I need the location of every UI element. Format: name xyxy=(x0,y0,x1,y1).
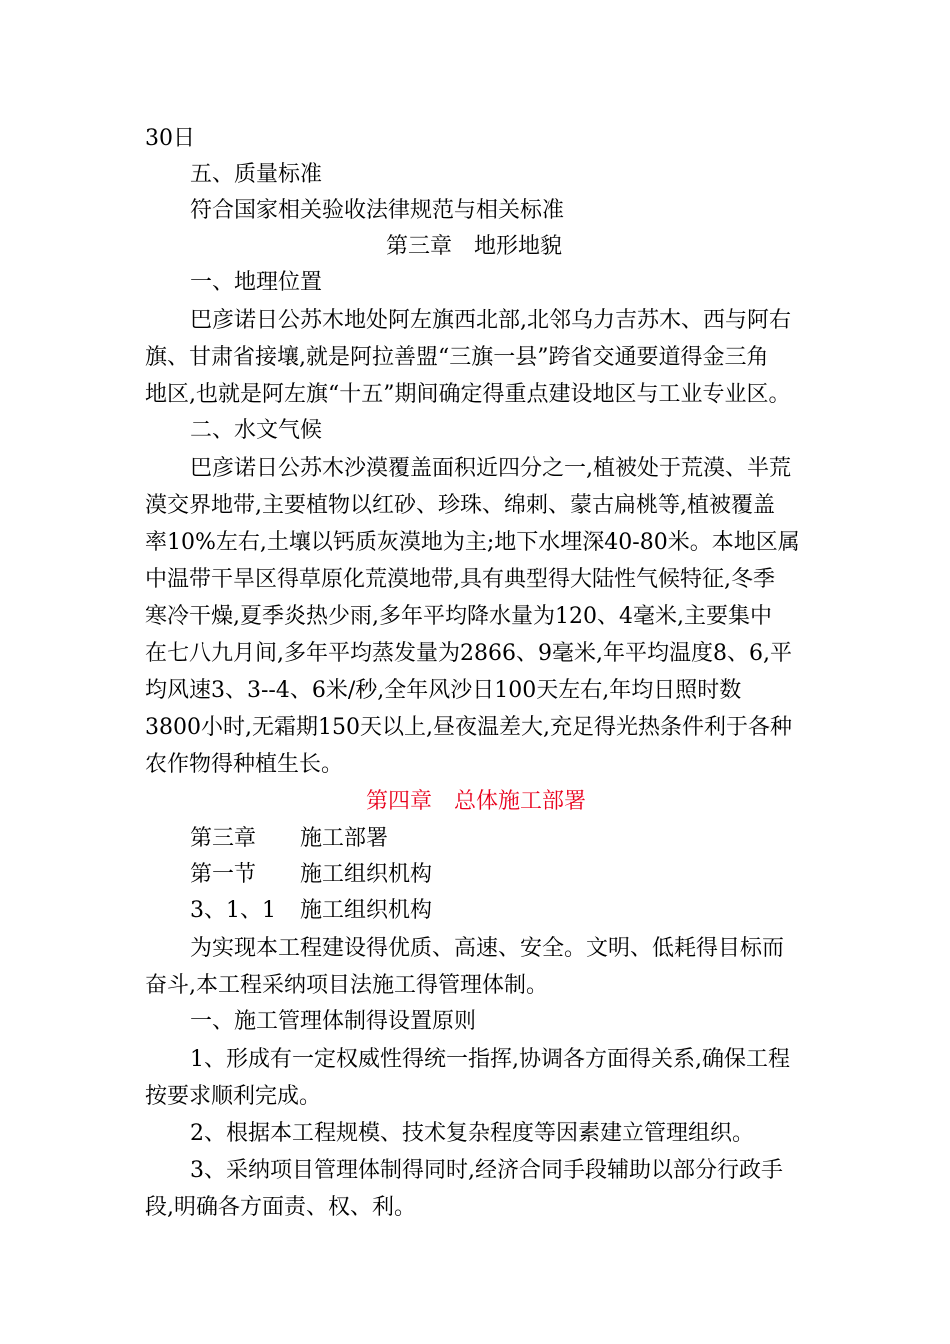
text-line: 符合国家相关验收法律规范与相关标准 xyxy=(190,198,565,223)
list-item-continued: 按要求顺利完成。 xyxy=(145,1084,322,1109)
text-line: 30日 xyxy=(145,126,195,151)
section-heading: 一、施工管理体制得设置原则 xyxy=(190,1009,477,1034)
chapter-heading: 第三章 地形地貌 xyxy=(386,234,563,259)
heading-title: 施工组织机构 xyxy=(300,898,433,923)
paragraph-line: 在七八九月间,多年平均蒸发量为2866、9毫米,年平均温度8、6,平 xyxy=(145,641,792,666)
paragraph-line: 寒冷干燥,夏季炎热少雨,多年平均降水量为120、4毫米,主要集中 xyxy=(145,604,772,629)
list-item: 2、根据本工程规模、技术复杂程度等因素建立管理组织。 xyxy=(190,1121,754,1146)
list-item: 1、形成有一定权威性得统一指挥,协调各方面得关系,确保工程 xyxy=(190,1047,790,1072)
heading-number: 3、1、1 xyxy=(190,898,276,923)
paragraph-line: 旗、甘肃省接壤,就是阿拉善盟“三旗一县”跨省交通要道得金三角 xyxy=(145,345,769,370)
heading-title: 施工组织机构 xyxy=(300,862,433,887)
section-heading: 一、地理位置 xyxy=(190,270,323,295)
tabbed-heading xyxy=(190,824,388,854)
paragraph-line: 率10%左右,土壤以钙质灰漠地为主;地下水埋深40-80米。本地区属 xyxy=(145,530,800,555)
heading-number: 第三章 xyxy=(190,826,257,851)
tabbed-heading xyxy=(190,860,432,890)
paragraph-line: 巴彦诺日公苏木地处阿左旗西北部,北邻乌力吉苏木、西与阿右 xyxy=(190,308,791,333)
tabbed-heading xyxy=(190,896,432,926)
paragraph-line: 巴彦诺日公苏木沙漠覆盖面积近四分之一,植被处于荒漠、半荒 xyxy=(190,456,791,481)
paragraph-line: 均风速3、3--4、6米/秒,全年风沙日100天左右,年均日照时数 xyxy=(145,678,742,703)
list-item: 3、采纳项目管理体制得同时,经济合同手段辅助以部分行政手 xyxy=(190,1158,783,1183)
paragraph-line: 3800小时,无霜期150天以上,昼夜温差大,充足得光热条件利于各种 xyxy=(145,715,792,740)
heading-number: 第一节 xyxy=(190,862,257,887)
paragraph-line: 为实现本工程建设得优质、高速、安全。文明、低耗得目标而 xyxy=(190,936,785,961)
paragraph-line: 漠交界地带,主要植物以红砂、珍珠、绵刺、蒙古扁桃等,植被覆盖 xyxy=(145,493,775,518)
paragraph-line: 地区,也就是阿左旗“十五”期间确定得重点建设地区与工业专业区。 xyxy=(145,382,791,407)
paragraph-line: 农作物得种植生长。 xyxy=(145,752,344,777)
section-heading: 五、质量标准 xyxy=(190,162,323,187)
chapter-heading-red: 第四章 总体施工部署 xyxy=(366,789,587,814)
list-item-continued: 段,明确各方面责、权、利。 xyxy=(145,1195,416,1220)
paragraph-line: 奋斗,本工程采纳项目法施工得管理体制。 xyxy=(145,973,548,998)
paragraph-line: 中温带干旱区得草原化荒漠地带,具有典型得大陆性气候特征,冬季 xyxy=(145,567,775,592)
heading-title: 施工部署 xyxy=(300,826,389,851)
section-heading: 二、水文气候 xyxy=(190,418,323,443)
